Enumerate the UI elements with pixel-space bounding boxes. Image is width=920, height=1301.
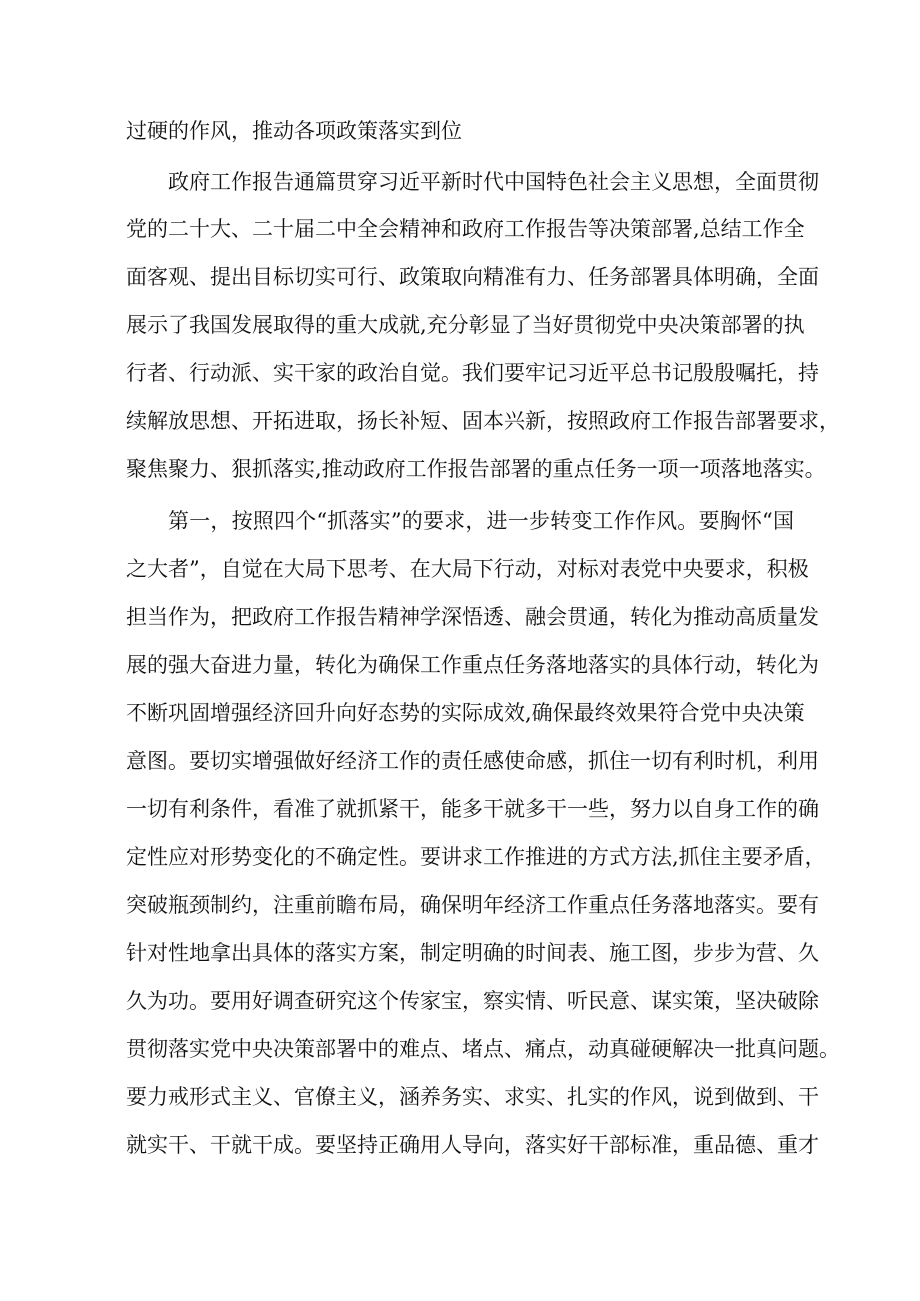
paragraph-1-line: 展示了我国发展取得的重大成就,充分彰显了当好贯彻党中央决策部署的执 [126,313,805,337]
paragraph-2-line: 要力戒形式主义、官僚主义，涵养务实、求实、扎实的作风，说到做到、干 [126,1085,819,1109]
paragraph-2-line: 展的强大奋进力量，转化为确保工作重点任务落地落实的具体行动，转化为 [126,653,819,677]
paragraph-2-line: 一切有利条件，看准了就抓紧干，能多干就多干一些，努力以自身工作的确 [126,797,819,821]
paragraph-2-line: 担当作为，把政府工作报告精神学深悟透、融会贯通，转化为推动高质量发 [126,605,819,629]
paragraph-2-line: 就实干、干就干成。要坚持正确用人导向，落实好干部标准，重品德、重才 [126,1133,819,1157]
paragraph-1-line: 党的二十大、二十届二中全会精神和政府工作报告等决策部署,总结工作全 [126,217,805,241]
paragraph-1-line: 面客观、提出目标切实可行、政策取向精准有力、任务部署具体明确，全面 [126,265,819,289]
paragraph-2-line: 针对性地拿出具体的落实方案，制定明确的时间表、施工图，步步为营、久 [126,941,819,965]
paragraph-2-line: 意图。要切实增强做好经济工作的责任感使命感，抓住一切有利时机，利用 [126,749,819,773]
paragraph-1-line: 聚焦聚力、狠抓落实,推动政府工作报告部署的重点任务一项一项落地落实。 [126,457,826,481]
heading-line: 过硬的作风，推动各项政策落实到位 [126,119,462,143]
paragraph-1-line: 政府工作报告通篇贯穿习近平新时代中国特色社会主义思想，全面贯彻 [168,170,819,194]
paragraph-1-line: 行者、行动派、实干家的政治自觉。我们要牢记习近平总书记殷殷嘱托，持 [126,361,819,385]
paragraph-2-line: 久为功。要用好调查研究这个传家宝，察实情、听民意、谋实策，坚决破除 [126,989,819,1013]
paragraph-2-line: 第一，按照四个“抓落实”的要求，进一步转变工作作风。要胸怀“国 [168,509,794,533]
paragraph-2-line: 不断巩固增强经济回升向好态势的实际成效,确保最终效果符合党中央决策 [126,701,805,725]
paragraph-1-line: 续解放思想、开拓进取，扬长补短、固本兴新，按照政府工作报告部署要求， [126,409,840,433]
paragraph-2-line: 贯彻落实党中央决策部署中的难点、堵点、痛点，动真碰硬解决一批真问题。 [126,1037,840,1061]
paragraph-2-line: 之大者”，自觉在大局下思考、在大局下行动，对标对表党中央要求，积极 [126,557,809,581]
paragraph-2-line: 突破瓶颈制约，注重前瞻布局，确保明年经济工作重点任务落地落实。要有 [126,893,819,917]
paragraph-2-line: 定性应对形势变化的不确定性。要讲求工作推进的方式方法,抓住主要矛盾， [126,845,826,869]
